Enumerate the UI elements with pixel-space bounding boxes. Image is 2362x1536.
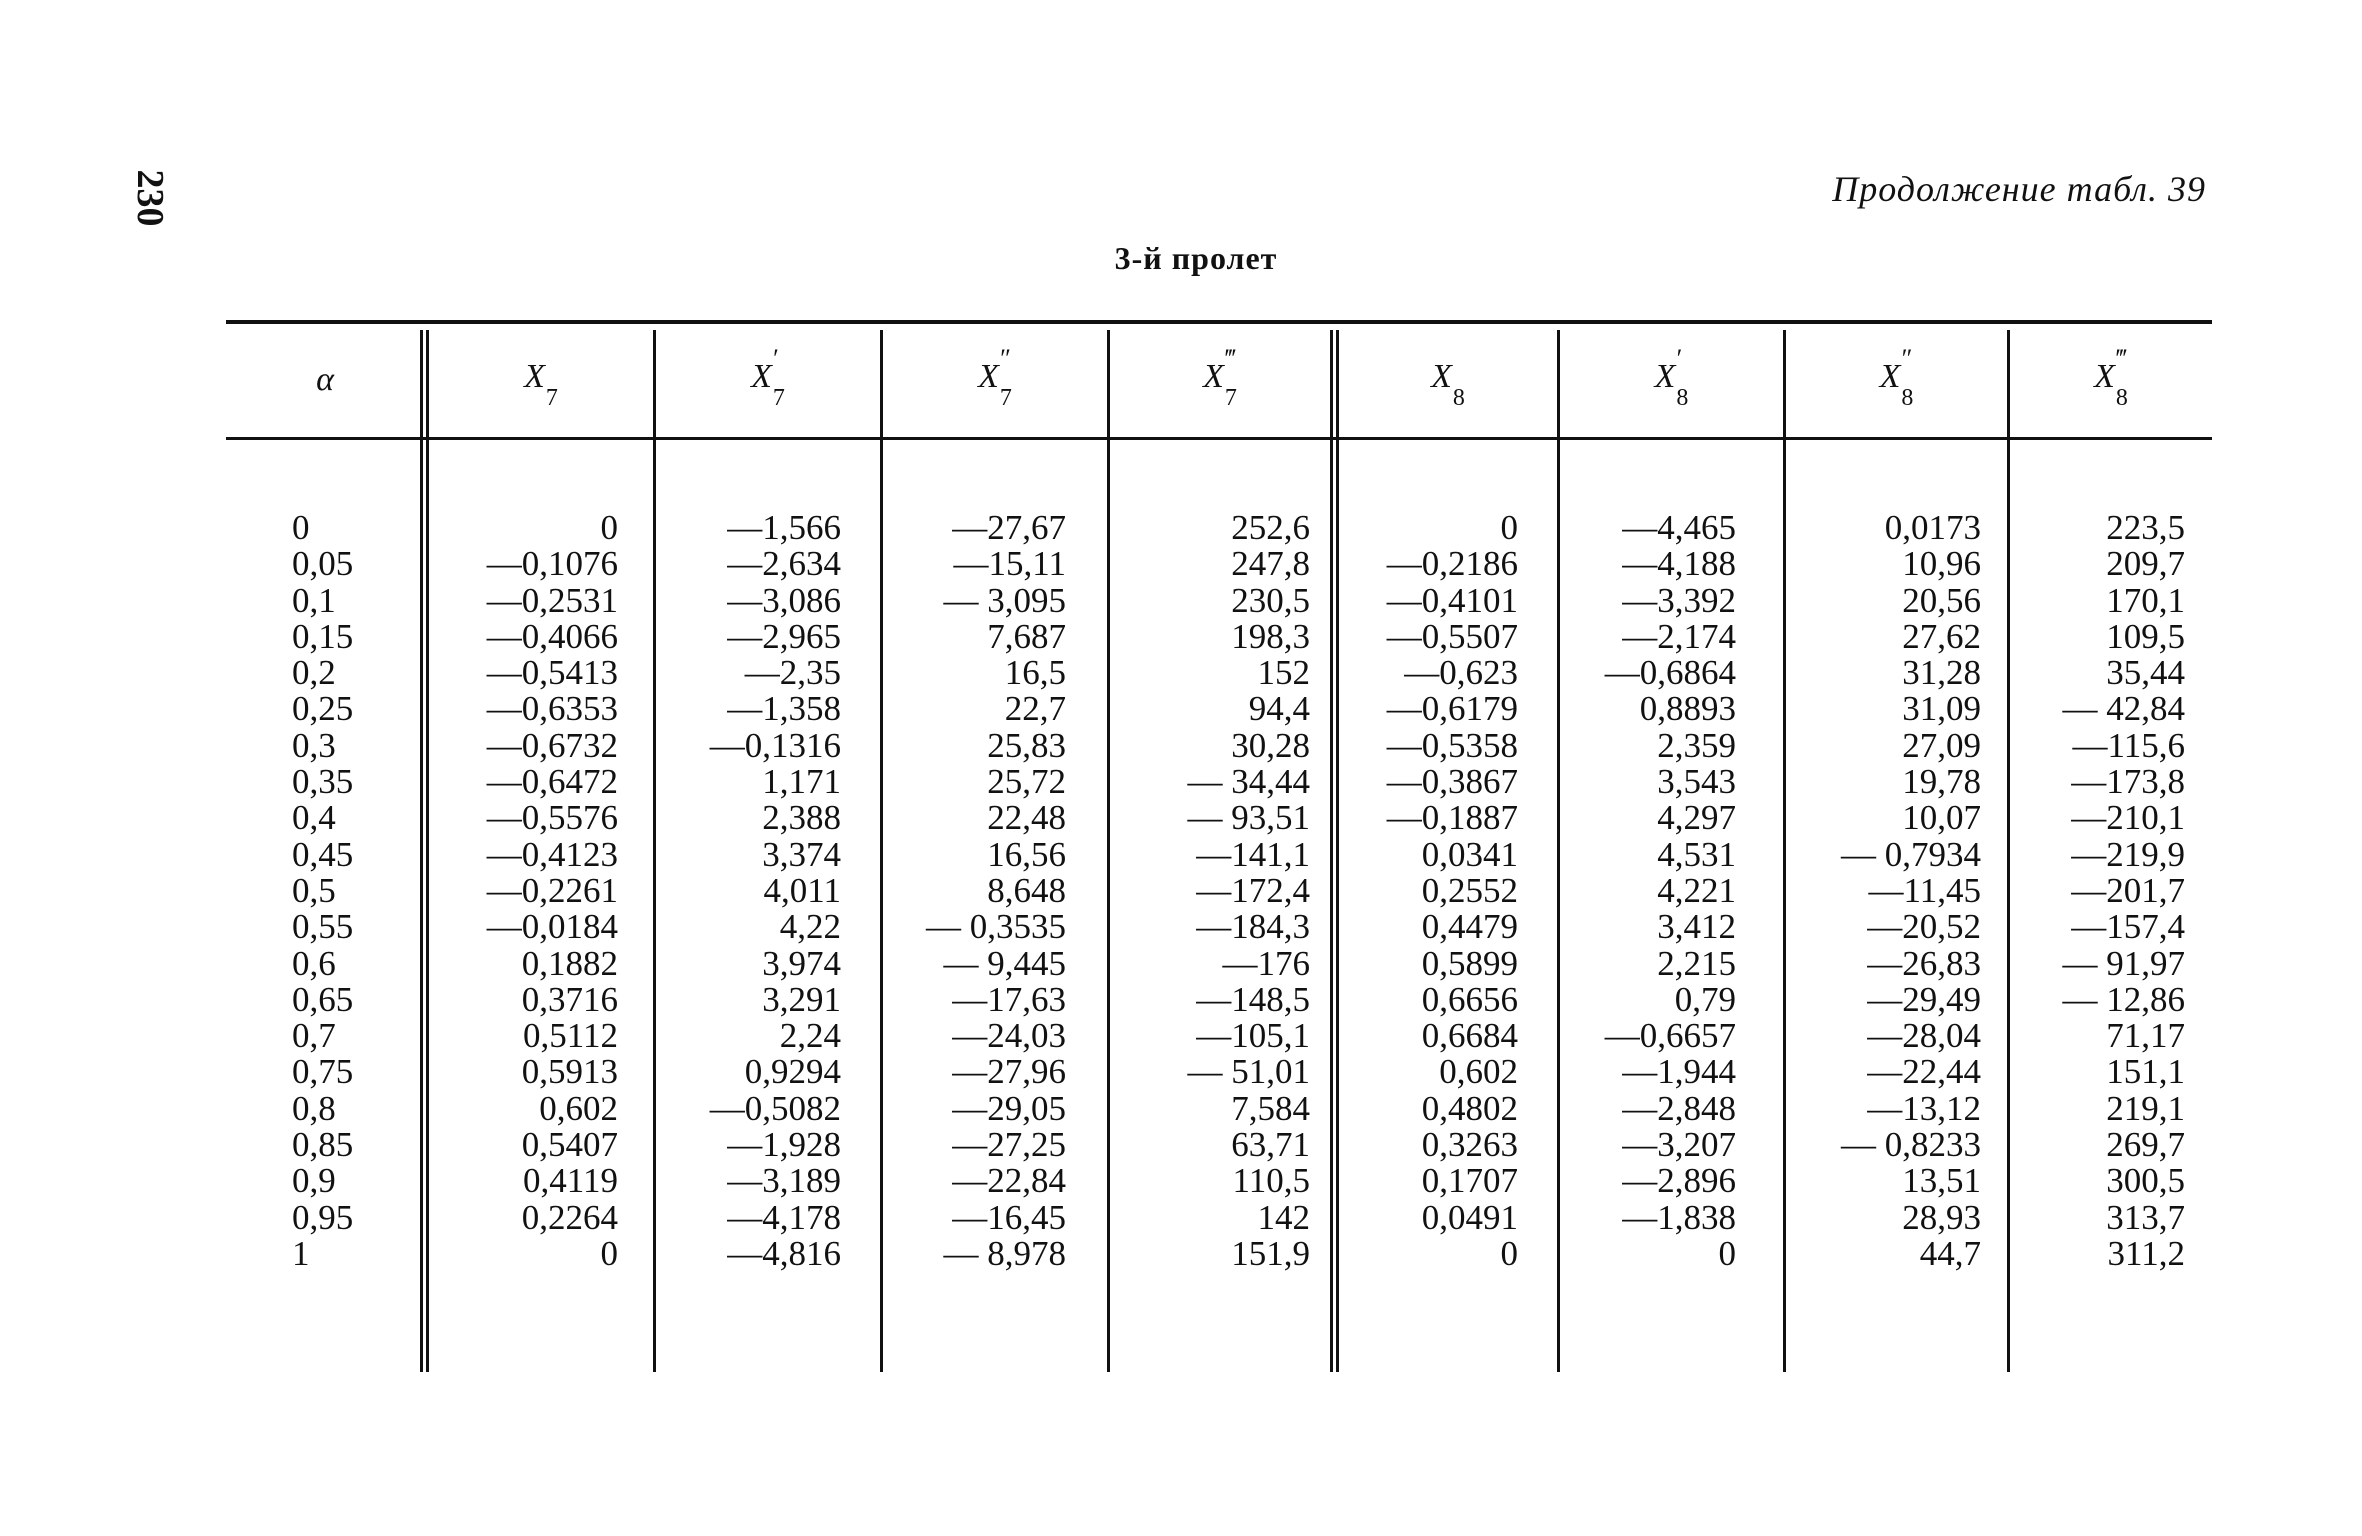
column-divider-double	[420, 330, 429, 1372]
table-cell: —1,928	[727, 1125, 841, 1165]
table-cell: 0,9294	[744, 1052, 841, 1092]
table-cell: 3,291	[762, 979, 841, 1019]
table-cell: — 12,86	[2062, 979, 2185, 1019]
table-cell: 209,7	[2106, 544, 2185, 584]
table-cell: —0,5413	[486, 653, 618, 693]
table-cell: 269,7	[2106, 1125, 2185, 1165]
table-top-rule	[226, 320, 2212, 324]
table-cell: 3,974	[762, 943, 841, 983]
table-cell: —0,6353	[486, 689, 618, 729]
table-cell: —157,4	[2071, 907, 2185, 947]
header-x7-triple-prime: $X_7$ ‴	[1203, 344, 1237, 411]
table-cell: 16,56	[987, 834, 1066, 874]
table-caption: Продолжение табл. 39	[1832, 169, 2206, 209]
table-cell: 219,1	[2106, 1088, 2185, 1128]
header-x8-prime: $X_8$ ′	[1654, 344, 1689, 411]
table-cell: —3,392	[1622, 580, 1736, 620]
table-cell: —141,1	[1196, 834, 1310, 874]
table-cell: 0,6684	[1421, 1016, 1518, 1056]
column-x7	[440, 510, 618, 1272]
table-cell: — 0,3535	[926, 907, 1066, 947]
table-cell: —3,086	[727, 580, 841, 620]
table-cell: — 34,44	[1187, 762, 1310, 802]
table-cell: —1,358	[727, 689, 841, 729]
table-cell: — 51,01	[1187, 1052, 1310, 1092]
column-divider-double	[1330, 330, 1339, 1372]
table-cell: 0,75	[292, 1052, 354, 1092]
table-cell: 25,83	[987, 725, 1066, 765]
table-cell: —4,188	[1622, 544, 1736, 584]
table-cell: —1,944	[1622, 1052, 1736, 1092]
table-cell: — 8,978	[943, 1233, 1066, 1273]
table-cell: —0,2531	[486, 580, 618, 620]
table-cell: 0	[600, 1233, 618, 1273]
table-cell: 0,1882	[521, 943, 618, 983]
table-cell: 0,7	[292, 1016, 336, 1056]
column-divider	[1783, 330, 1786, 1372]
table-cell: —2,634	[727, 544, 841, 584]
table-cell: 0	[1500, 1233, 1518, 1273]
table-cell: 0,79	[1674, 979, 1736, 1019]
table-cell: 0,65	[292, 979, 354, 1019]
table-cell: 1	[292, 1233, 310, 1273]
table-subtitle: 3-й пролет	[1114, 240, 1278, 276]
table-cell: 0,5913	[521, 1052, 618, 1092]
table-cell: —22,44	[1867, 1052, 1981, 1092]
table-cell: —0,2261	[486, 870, 618, 910]
table-cell: 247,8	[1231, 544, 1310, 584]
table-cell: —201,7	[2071, 870, 2185, 910]
table-cell: 0	[292, 508, 310, 547]
table-cell: 0,35	[292, 762, 354, 802]
table-cell: 0,602	[539, 1088, 618, 1128]
table-cell: —0,623	[1404, 653, 1518, 693]
table-cell: 0,2264	[521, 1197, 618, 1237]
table-cell: 31,28	[1902, 653, 1981, 693]
table-cell: —29,49	[1867, 979, 1981, 1019]
table-cell: 4,22	[779, 907, 841, 947]
table-cell: 0,2	[292, 653, 336, 693]
table-cell: —28,04	[1867, 1016, 1981, 1056]
table-cell: —1,566	[727, 508, 841, 547]
table-cell: —0,6179	[1386, 689, 1518, 729]
column-x8	[1350, 510, 1518, 1272]
table-cell: —29,05	[952, 1088, 1066, 1128]
table-cell: 0,4802	[1421, 1088, 1518, 1128]
table-cell: 0,0491	[1421, 1197, 1518, 1237]
table-cell: —0,4066	[486, 616, 618, 656]
table-cell: —0,3867	[1386, 762, 1518, 802]
table-cell: —3,207	[1622, 1125, 1736, 1165]
table-cell: 27,62	[1902, 616, 1981, 656]
table-cell: 0,3716	[521, 979, 618, 1019]
table-cell: —148,5	[1196, 979, 1310, 1019]
table-cell: 16,5	[1004, 653, 1066, 693]
column-divider	[2007, 330, 2010, 1372]
table-cell: —3,189	[727, 1161, 841, 1201]
table-cell: 0,1707	[1421, 1161, 1518, 1201]
table-cell: —4,816	[727, 1233, 841, 1273]
table-cell: 0,5407	[521, 1125, 618, 1165]
table-cell: —210,1	[2071, 798, 2185, 838]
table-cell: —0,1076	[486, 544, 618, 584]
table-cell: 3,543	[1657, 762, 1736, 802]
table-cell: 30,28	[1231, 725, 1310, 765]
table-cell: 151,1	[2106, 1052, 2185, 1092]
table-cell: —1,838	[1622, 1197, 1736, 1237]
header-x7: $X_7$	[524, 358, 558, 411]
header-x8-double-prime: $X_8$ ″	[1879, 344, 1914, 411]
table-cell: 0,8	[292, 1088, 336, 1128]
table-cell: 2,215	[1657, 943, 1736, 983]
table-cell: —0,6732	[486, 725, 618, 765]
table-cell: 22,7	[1004, 689, 1066, 729]
table-cell: 10,96	[1902, 544, 1981, 584]
table-cell: 223,5	[2106, 508, 2185, 547]
table-cell: 0,1	[292, 580, 336, 620]
table-cell: 0	[1718, 1233, 1736, 1273]
header-x8: $X_8$	[1431, 358, 1465, 411]
table-cell: 10,07	[1902, 798, 1981, 838]
table-cell: 19,78	[1902, 762, 1981, 802]
table-cell: 0,5899	[1421, 943, 1518, 983]
table-cell: — 0,8233	[1841, 1125, 1981, 1165]
header-x7-double-prime: $X_7$ ″	[978, 344, 1012, 411]
table-cell: 0,0173	[1884, 508, 1981, 547]
table-cell: 0,05	[292, 544, 354, 584]
table-cell: 4,221	[1657, 870, 1736, 910]
table-cell: —0,4101	[1386, 580, 1518, 620]
table-cell: 7,687	[987, 616, 1066, 656]
table-cell: 300,5	[2106, 1161, 2185, 1201]
table-cell: 0,3263	[1421, 1125, 1518, 1165]
table-cell: —4,465	[1622, 508, 1736, 547]
table-cell: 0,9	[292, 1161, 336, 1201]
table-cell: —16,45	[952, 1197, 1066, 1237]
table-cell: 2,388	[762, 798, 841, 838]
table-cell: 3,412	[1657, 907, 1736, 947]
header-x8-triple-prime: $X_8$ ‴	[2094, 344, 2128, 411]
table-cell: 0,0341	[1421, 834, 1518, 874]
table-cell: 22,48	[987, 798, 1066, 838]
table-cell: —27,96	[952, 1052, 1066, 1092]
table-cell: —219,9	[2071, 834, 2185, 874]
column-x7-prime	[665, 510, 841, 1272]
table-cell: 0,25	[292, 689, 354, 729]
table-cell: —0,5082	[709, 1088, 841, 1128]
table-cell: —0,6657	[1604, 1016, 1736, 1056]
header-x7-prime: $X_7$ ′	[751, 344, 785, 411]
table-cell: —13,12	[1867, 1088, 1981, 1128]
table-cell: 252,6	[1231, 508, 1310, 547]
table-cell: 230,5	[1231, 580, 1310, 620]
column-x8-triple-prime	[2015, 510, 2185, 1272]
table-cell: —24,03	[952, 1016, 1066, 1056]
header-alpha: α	[316, 361, 334, 398]
table-cell: —176	[1222, 943, 1310, 983]
table-cell: —0,1887	[1386, 798, 1518, 838]
table-cell: —17,63	[952, 979, 1066, 1019]
table-cell: 0,4119	[523, 1161, 618, 1201]
table-cell: 0,95	[292, 1197, 354, 1237]
column-divider	[880, 330, 883, 1372]
table-cell: —0,1316	[709, 725, 841, 765]
table-cell: 0,4479	[1421, 907, 1518, 947]
table-cell: —27,67	[952, 508, 1066, 547]
column-x8-double-prime	[1795, 510, 1981, 1272]
table-cell: —184,3	[1196, 907, 1310, 947]
table-cell: 31,09	[1902, 689, 1981, 729]
table-cell: —2,896	[1622, 1161, 1736, 1201]
table-cell: —2,848	[1622, 1088, 1736, 1128]
table-cell: —115,6	[2072, 725, 2185, 765]
page-number: 230	[129, 169, 171, 227]
column-divider	[1107, 330, 1110, 1372]
table-cell: —2,965	[727, 616, 841, 656]
table-cell: —0,0184	[486, 907, 618, 947]
table-cell: —0,5507	[1386, 616, 1518, 656]
table-cell: — 93,51	[1187, 798, 1310, 838]
table-cell: —173,8	[2071, 762, 2185, 802]
table-cell: — 42,84	[2062, 689, 2185, 729]
table-cell: 2,24	[779, 1016, 841, 1056]
table-cell: 28,93	[1902, 1197, 1981, 1237]
table-cell: —0,4123	[486, 834, 618, 874]
table-cell: 142	[1257, 1197, 1310, 1237]
table-cell: 27,09	[1902, 725, 1981, 765]
table-cell: 0,55	[292, 907, 354, 947]
table-cell: 35,44	[2106, 653, 2185, 693]
table-cell: 0	[1500, 508, 1518, 547]
table-cell: —20,52	[1867, 907, 1981, 947]
table-cell: 0,4	[292, 798, 336, 838]
table-cell: — 91,97	[2062, 943, 2185, 983]
table-cell: —2,174	[1622, 616, 1736, 656]
table-cell: —22,84	[952, 1161, 1066, 1201]
table-cell: —0,2186	[1386, 544, 1518, 584]
table-cell: 151,9	[1231, 1233, 1310, 1273]
table-cell: 0	[600, 508, 618, 547]
column-x7-double-prime	[890, 510, 1066, 1272]
table-cell: —11,45	[1868, 870, 1981, 910]
table-cell: 0,6656	[1421, 979, 1518, 1019]
table-cell: —0,6864	[1604, 653, 1736, 693]
table-cell: — 0,7934	[1841, 834, 1981, 874]
table-cell: 0,85	[292, 1125, 354, 1165]
table-cell: 2,359	[1657, 725, 1736, 765]
table-cell: 4,297	[1657, 798, 1736, 838]
table-cell: 0,2552	[1421, 870, 1518, 910]
column-x8-prime	[1570, 510, 1736, 1272]
table-cell: 94,4	[1248, 689, 1310, 729]
table-cell: 3,374	[762, 834, 841, 874]
table-cell: 4,011	[763, 870, 841, 910]
table-cell: —172,4	[1196, 870, 1310, 910]
table-cell: 0,3	[292, 725, 336, 765]
table-cell: —0,5358	[1386, 725, 1518, 765]
table-cell: 0,45	[292, 834, 354, 874]
table-cell: —0,6472	[486, 762, 618, 802]
table-cell: —0,5576	[486, 798, 618, 838]
table-cell: 44,7	[1919, 1233, 1981, 1273]
table-cell: 0,5112	[523, 1016, 618, 1056]
table-cell: 13,51	[1902, 1161, 1981, 1201]
table-cell: —105,1	[1196, 1016, 1310, 1056]
table-cell: 63,71	[1231, 1125, 1310, 1165]
table-cell: 0,8893	[1639, 689, 1736, 729]
table-cell: — 9,445	[943, 943, 1066, 983]
table-cell: 313,7	[2106, 1197, 2185, 1237]
table-cell: 110,5	[1232, 1161, 1310, 1201]
table-cell: —2,35	[744, 653, 841, 693]
table-cell: 25,72	[987, 762, 1066, 802]
table-cell: 20,56	[1902, 580, 1981, 620]
table-cell: 0,6	[292, 943, 336, 983]
table-cell: 8,648	[987, 870, 1066, 910]
table-cell: 1,171	[762, 762, 841, 802]
table-cell: — 3,095	[943, 580, 1066, 620]
table-cell: 0,602	[1439, 1052, 1518, 1092]
column-divider	[653, 330, 656, 1372]
column-x7-triple-prime	[1120, 510, 1310, 1272]
table-cell: 198,3	[1231, 616, 1310, 656]
table-cell: 170,1	[2106, 580, 2185, 620]
table-cell: 109,5	[2106, 616, 2185, 656]
table-cell: 0,15	[292, 616, 354, 656]
column-alpha	[292, 510, 402, 1272]
table-cell: —15,11	[953, 544, 1066, 584]
table-cell: —4,178	[727, 1197, 841, 1237]
table-cell: —26,83	[1867, 943, 1981, 983]
table-cell: 152	[1257, 653, 1310, 693]
table-cell: 7,584	[1231, 1088, 1310, 1128]
table-cell: —27,25	[952, 1125, 1066, 1165]
table-cell: 311,2	[2107, 1233, 2185, 1273]
table-header-rule	[226, 437, 2212, 440]
table-cell: 4,531	[1657, 834, 1736, 874]
table-cell: 71,17	[2106, 1016, 2185, 1056]
column-divider	[1557, 330, 1560, 1372]
table-cell: 0,5	[292, 870, 336, 910]
